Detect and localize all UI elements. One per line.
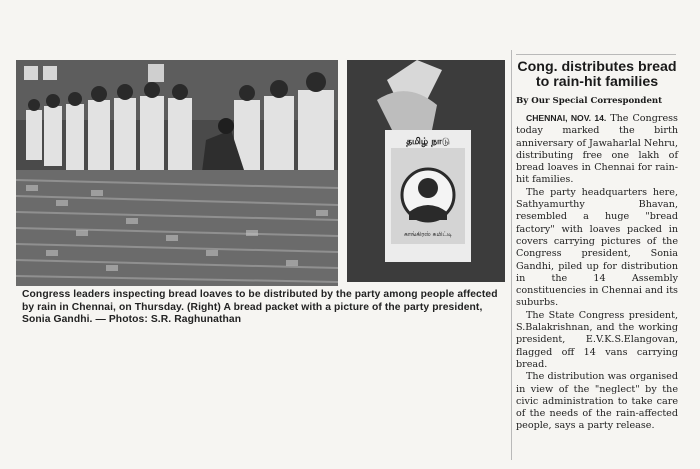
article bbox=[516, 60, 678, 433]
column-divider bbox=[511, 50, 512, 460]
packet-bottom-text: காங்கிரஸ் கமிட்டி bbox=[404, 231, 452, 238]
article-headline: Cong. distributes bread to rain-hit families bbox=[517, 59, 677, 90]
photo-bread-inspection bbox=[16, 60, 338, 286]
photo-caption: Congress leaders inspecting bread loaves to be distributed by the party among people affected by rain in Chennai, on Thursday. (Right) A bread packet with a picture of the party president, Sonia Gandhi. — Photos: S.R. Raghunathan bbox=[22, 289, 498, 325]
article-paragraph-1 bbox=[516, 112, 678, 187]
packet-top-text: தமிழ் நாடு bbox=[406, 137, 450, 147]
article-top-rule bbox=[516, 54, 676, 55]
article-dateline: CHENNAI, NOV. 14. bbox=[526, 113, 607, 123]
article-paragraph-2: The party headquarters here, Sathyamurthy Bhavan, resembled a huge "bread factory" with loaves packed in covers carrying pictures of the Congress president, Sonia Gandhi, piled up for distribution in the 14 Assembly constituencies in Chennai and its suburbs. bbox=[516, 186, 678, 309]
bread-packet-icon bbox=[347, 60, 505, 282]
photo-bread-packet bbox=[347, 60, 505, 282]
article-paragraph-3: The State Congress president, S.Balakrishnan, and the working president, E.V.K.S.Elangovan, flagged off 14 vans carrying bread. bbox=[516, 309, 678, 370]
article-byline: By Our Special Correspondent bbox=[516, 96, 663, 106]
article-paragraph-4: The distribution was organised in view of the "neglect" by the civic administration to take care of the needs of the rain-affected people, says a party release. bbox=[516, 371, 678, 432]
crowd-photo-icon bbox=[16, 60, 338, 286]
article-paragraph-1-text: The Congress today marked the birth anniversary of Jawaharlal Nehru, distributing free one lakh of bread loaves in Chennai for rain-hit families. bbox=[516, 113, 678, 186]
